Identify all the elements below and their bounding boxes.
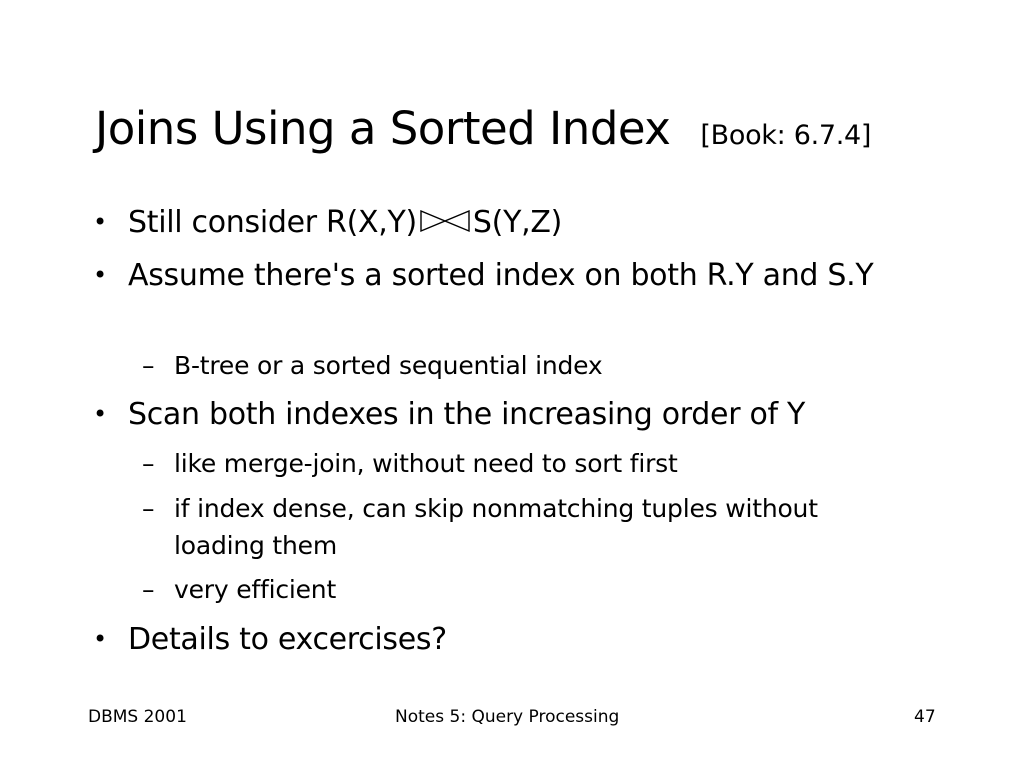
join-right-relation: S(Y,Z)	[472, 205, 562, 240]
sub-bullet-text: very efficient	[174, 575, 337, 604]
bullet-marker: •	[93, 625, 107, 653]
sub-bullet-text: if index dense, can skip nonmatching tuples without loading them	[174, 494, 818, 560]
sub-bullet-text: like merge-join, without need to sort first	[174, 449, 678, 478]
sub-bullet-marker: –	[142, 449, 155, 478]
bullet-marker: •	[93, 208, 107, 236]
sub-bullet-text: B-tree or a sorted sequential index	[174, 351, 603, 380]
bullet-item-scan-indexes	[90, 392, 970, 437]
bullet-text: Details to excercises?	[128, 622, 447, 657]
sub-bullet-marker: –	[142, 575, 155, 604]
footer-lecture-title: Notes 5: Query Processing	[395, 707, 620, 727]
bullet-item-details	[90, 617, 970, 662]
footer-page-number: 47	[914, 707, 936, 727]
bullet-text: Scan both indexes in the increasing order of Y	[128, 397, 806, 432]
bullet-marker: •	[93, 400, 107, 428]
bullet-text	[128, 200, 970, 245]
bullet-text: Assume there's a sorted index on both R.Y and S.Y	[128, 258, 874, 293]
bullet-marker: •	[93, 261, 107, 289]
sub-bullet-item	[90, 571, 970, 608]
title-main: Joins Using a Sorted Index	[95, 102, 671, 155]
sub-bullet-marker: –	[142, 351, 155, 380]
join-left-relation: Still consider R(X,Y)	[128, 205, 417, 240]
footer-course: DBMS 2001	[88, 707, 187, 727]
title-book-reference: [Book: 6.7.4]	[700, 120, 872, 151]
bowtie-join-icon	[419, 207, 471, 235]
sub-bullet-item	[90, 347, 970, 384]
sub-bullet-marker: –	[142, 494, 155, 523]
slide-title	[95, 102, 995, 155]
bullet-item-join	[90, 200, 970, 245]
sub-bullet-item	[90, 445, 970, 482]
sub-bullet-item	[90, 490, 970, 564]
bullet-item-sorted-index	[90, 253, 970, 298]
